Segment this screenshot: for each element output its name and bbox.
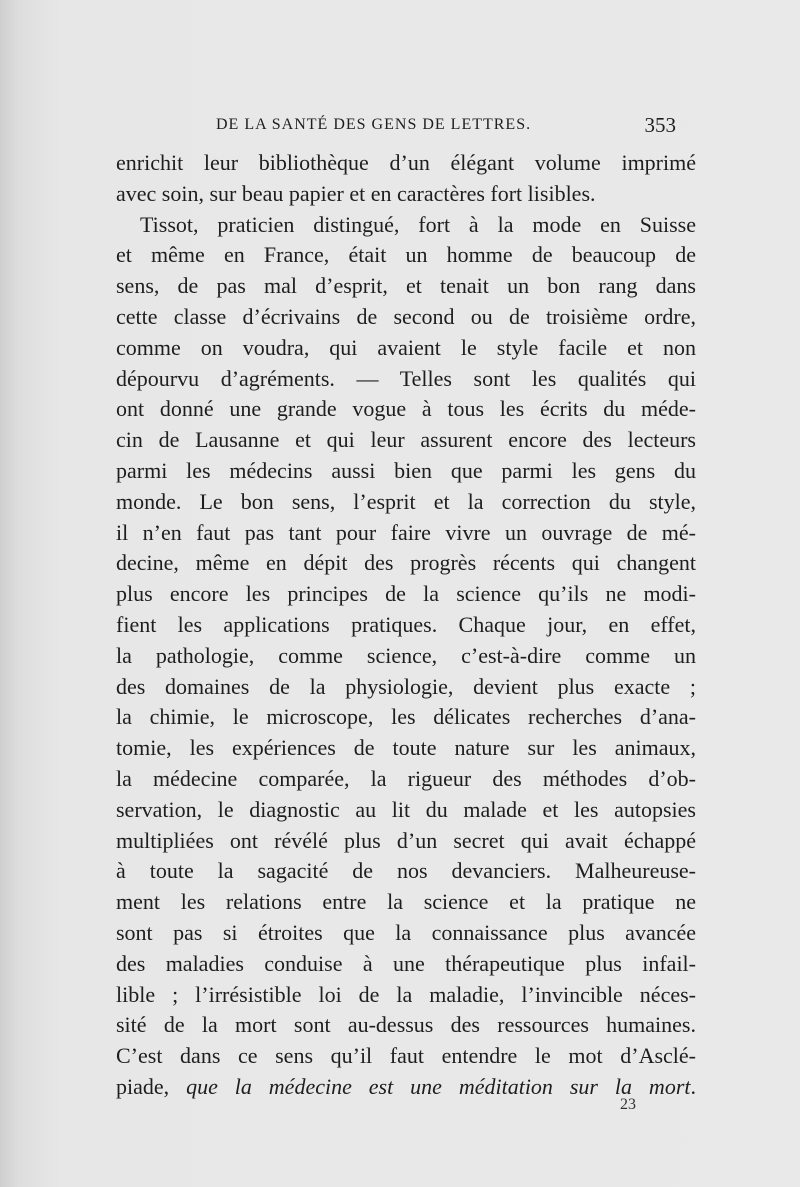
- text-line: et même en France, était un homme de beaucoup de: [116, 242, 696, 268]
- final-text-line: [116, 1072, 696, 1103]
- text-line: des maladies conduise à une thérapeutique plus infail-: [116, 950, 696, 976]
- text-line: cin de Lausanne et qui leur assurent encore des lecteurs: [116, 427, 696, 453]
- text-line: la chimie, le microscope, les délicates recherches d’ana-: [116, 704, 696, 730]
- text-line: C’est dans ce sens qu’il faut entendre le mot d’Asclé-: [116, 1043, 696, 1069]
- text-line: la pathologie, comme science, c’est-à-dire comme un: [116, 642, 696, 668]
- text-line: sité de la mort sont au-dessus des ressources humaines.: [116, 1012, 696, 1038]
- text-line: plus encore les principes de la science qu’ils ne modi-: [116, 581, 696, 607]
- text-line: dépourvu d’agréments. — Telles sont les qualités qui: [116, 365, 696, 391]
- text-line: parmi les médecins aussi bien que parmi les gens du: [116, 457, 696, 483]
- text-line: enrichit leur bibliothèque d’un élégant volume imprimé: [116, 150, 696, 175]
- text-line: des domaines de la physiologie, devient plus exacte ;: [116, 673, 696, 699]
- text-line: il n’en faut pas tant pour faire vivre un ouvrage de mé-: [116, 519, 696, 545]
- final-line-italic-quote: que la médecine est une méditation sur la mort: [186, 1073, 691, 1099]
- text-line: decine, même en dépit des progrès récents qui changent: [116, 550, 696, 576]
- text-line: à toute la sagacité de nos devanciers. Malheureuse-: [116, 858, 696, 884]
- text-line: cette classe d’écrivains de second ou de troisième ordre,: [116, 303, 696, 329]
- text-line: comme on voudra, qui avaient le style facile et non: [116, 334, 696, 360]
- text-line: lible ; l’irrésistible loi de la maladie, l’invincible néces-: [116, 981, 696, 1007]
- page-number: 353: [644, 113, 676, 137]
- final-line-lead: piade,: [116, 1073, 187, 1099]
- text-line: sens, de pas mal d’esprit, et tenait un bon rang dans: [116, 273, 696, 299]
- text-line: monde. Le bon sens, l’esprit et la correction du style,: [116, 488, 696, 514]
- text-line: avec soin, sur beau papier et en caractères fort lisibles.: [116, 180, 596, 206]
- running-title: DE LA SANTÉ DES GENS DE LETTRES.: [216, 116, 532, 133]
- text-line: ont donné une grande vogue à tous les écrits du méde-: [116, 396, 696, 422]
- text-line: ment les relations entre la science et la pratique ne: [116, 889, 696, 915]
- text-line: sont pas si étroites que la connaissance plus avancée: [116, 919, 696, 945]
- text-line: Tissot, praticien distingué, fort à la mode en Suisse: [140, 211, 696, 237]
- text-line: servation, le diagnostic au lit du malade et les autopsies: [116, 796, 696, 822]
- text-line: tomie, les expériences de toute nature sur les animaux,: [116, 735, 696, 761]
- body-text: [116, 148, 696, 1103]
- signature-mark: 23: [620, 1096, 636, 1113]
- final-line-tail: .: [690, 1073, 696, 1099]
- text-line: la médecine comparée, la rigueur des méthodes d’ob-: [116, 765, 696, 791]
- text-line: fient les applications pratiques. Chaque jour, en effet,: [116, 611, 696, 637]
- text-line: multipliées ont révélé plus d’un secret qui avait échappé: [116, 827, 696, 853]
- running-head: [190, 111, 676, 139]
